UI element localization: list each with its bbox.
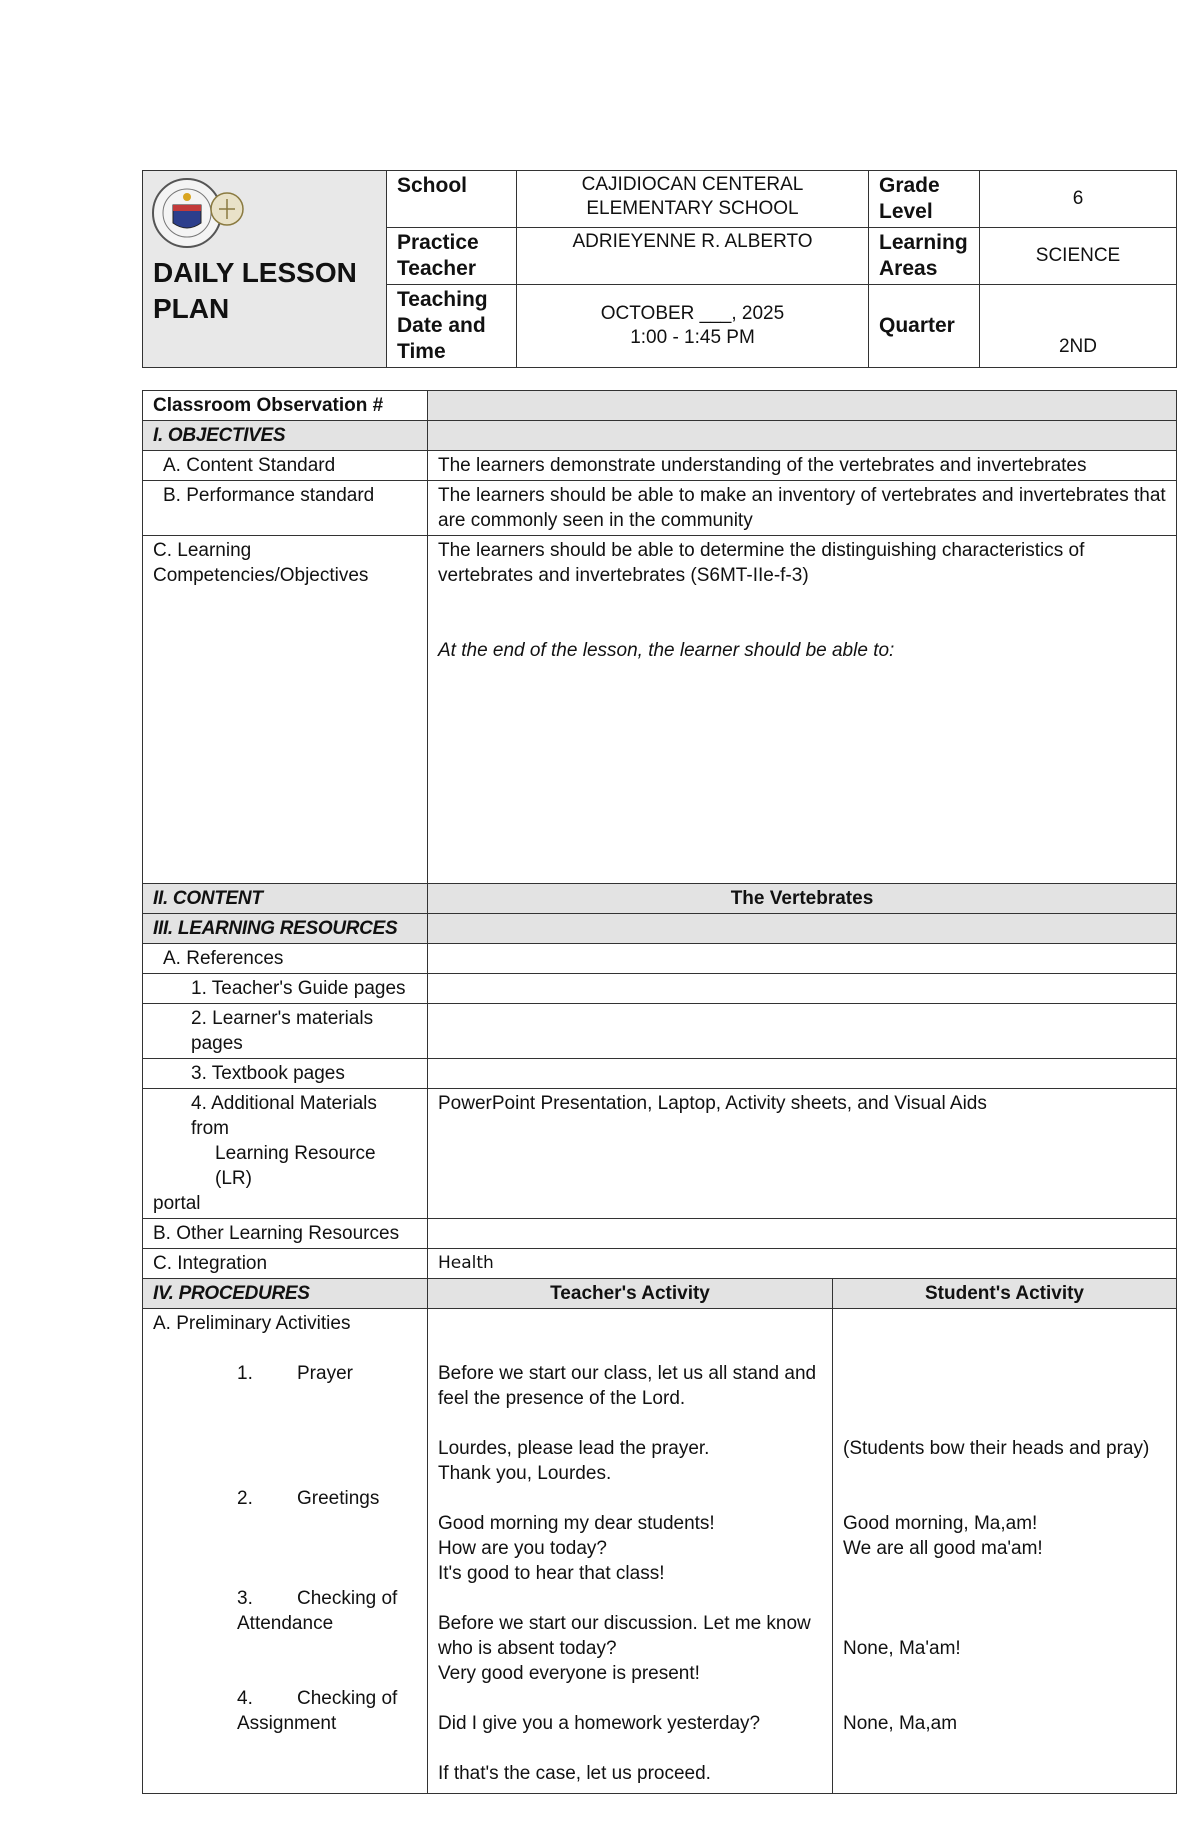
teachers-guide-value	[428, 974, 1177, 1004]
page-title: DAILY LESSON PLAN	[153, 257, 357, 324]
performance-standard-label: B. Performance standard	[143, 481, 428, 536]
learners-materials-value	[428, 1004, 1177, 1059]
teaching-time: 1:00 - 1:45 PM	[630, 327, 755, 348]
step-prayer: 1. Prayer	[237, 1363, 353, 1384]
textbook-label: 3. Textbook pages	[143, 1059, 428, 1089]
student-prayer: (Students bow their heads and pray)	[843, 1438, 1150, 1459]
resources-heading-blank	[428, 914, 1177, 944]
learners-materials-label: 2. Learner's materials pages	[143, 1004, 428, 1059]
teacher-greet-3: It's good to hear that class!	[438, 1563, 665, 1584]
school-value: CAJIDIOCAN CENTERAL ELEMENTARY SCHOOL	[517, 171, 869, 228]
additional-materials-label	[143, 1089, 428, 1219]
content-heading: II. CONTENT	[143, 884, 428, 914]
step-attendance: 3. Checking of	[237, 1588, 398, 1609]
student-greet-2: We are all good ma'am!	[843, 1538, 1043, 1559]
additional-line-3: portal	[153, 1193, 201, 1214]
student-greet-1: Good morning, Ma,am!	[843, 1513, 1038, 1534]
practice-teacher-label: Practice Teacher	[387, 228, 517, 285]
additional-line-2: Learning Resource (LR)	[215, 1143, 376, 1189]
preliminary-activities	[143, 1309, 428, 1794]
teacher-asg-1: Did I give you a homework yesterday?	[438, 1713, 761, 1734]
teacher-greet-2: How are you today?	[438, 1538, 607, 1559]
objectives-heading: I. OBJECTIVES	[143, 421, 428, 451]
student-att: None, Ma'am!	[843, 1638, 961, 1659]
learning-areas-label: Learning Areas	[869, 228, 980, 285]
other-resources-value	[428, 1219, 1177, 1249]
additional-line-1: 4. Additional Materials from	[191, 1093, 377, 1139]
content-standard-label: A. Content Standard	[143, 451, 428, 481]
references-value	[428, 944, 1177, 974]
references-label: A. References	[143, 944, 428, 974]
procedures-heading: IV. PROCEDURES	[143, 1279, 428, 1309]
student-asg: None, Ma,am	[843, 1713, 958, 1734]
textbook-value	[428, 1059, 1177, 1089]
preliminary-label: A. Preliminary Activities	[153, 1313, 351, 1334]
teacher-att-1: Before we start our discussion. Let me know	[438, 1613, 811, 1634]
step-assignment: 4. Checking of	[237, 1688, 398, 1709]
observation-value	[428, 391, 1177, 421]
teacher-asg-2: If that's the case, let us proceed.	[438, 1763, 711, 1784]
teacher-att-2: who is absent today?	[438, 1638, 617, 1659]
teacher-activity-header: Teacher's Activity	[428, 1279, 833, 1309]
objectives-heading-blank	[428, 421, 1177, 451]
teaching-date: OCTOBER ___, 2025	[600, 303, 785, 324]
integration-label: C. Integration	[143, 1249, 428, 1279]
additional-materials-value: PowerPoint Presentation, Laptop, Activity sheets, and Visual Aids	[428, 1089, 1177, 1219]
competencies-value	[428, 536, 1177, 884]
teacher-att-3: Very good everyone is present!	[438, 1663, 700, 1684]
practice-teacher-value: ADRIEYENNE R. ALBERTO	[517, 228, 869, 285]
logo-cell	[143, 171, 387, 368]
grade-level-label: Grade Level	[869, 171, 980, 228]
teaching-date-value	[517, 285, 869, 368]
teacher-prayer-1: Before we start our class, let us all stand and	[438, 1363, 817, 1384]
step-greetings: 2. Greetings	[237, 1488, 380, 1509]
teacher-greet-1: Good morning my dear students!	[438, 1513, 715, 1534]
school-label: School	[387, 171, 517, 228]
teacher-activity-cell	[428, 1309, 833, 1794]
content-standard-value: The learners demonstrate understanding of the vertebrates and invertebrates	[428, 451, 1177, 481]
competencies-note: At the end of the lesson, the learner should be able to:	[438, 640, 895, 661]
step-assignment-line2: Assignment	[237, 1713, 337, 1734]
quarter-value: 2ND	[980, 285, 1177, 368]
content-topic: The Vertebrates	[428, 884, 1177, 914]
integration-value: Health	[428, 1249, 1177, 1279]
student-activity-cell	[833, 1309, 1177, 1794]
competencies-label: C. Learning Competencies/Objectives	[143, 536, 428, 884]
lesson-plan-table	[142, 390, 1177, 1794]
teaching-date-label: Teaching Date and Time	[387, 285, 517, 368]
learning-areas-value: SCIENCE	[980, 228, 1177, 285]
teachers-guide-label: 1. Teacher's Guide pages	[143, 974, 428, 1004]
quarter-label: Quarter	[869, 285, 980, 368]
resources-heading: III. LEARNING RESOURCES	[143, 914, 428, 944]
teacher-prayer-3: Lourdes, please lead the prayer.	[438, 1438, 710, 1459]
competencies-text: The learners should be able to determine the distinguishing characteristics of vertebrates and invertebrates (S6MT-IIe-f-3)	[438, 540, 1085, 586]
grade-level-value: 6	[980, 171, 1177, 228]
deped-seal-logo	[149, 175, 249, 251]
student-activity-header: Student's Activity	[833, 1279, 1177, 1309]
teacher-prayer-2: feel the presence of the Lord.	[438, 1388, 686, 1409]
step-attendance-line2: Attendance	[237, 1613, 334, 1634]
performance-standard-value: The learners should be able to make an inventory of vertebrates and invertebrates that are commonly seen in the community	[428, 481, 1177, 536]
observation-label: Classroom Observation #	[143, 391, 428, 421]
header-table	[142, 170, 1177, 368]
other-resources-label: B. Other Learning Resources	[143, 1219, 428, 1249]
teacher-prayer-4: Thank you, Lourdes.	[438, 1463, 612, 1484]
